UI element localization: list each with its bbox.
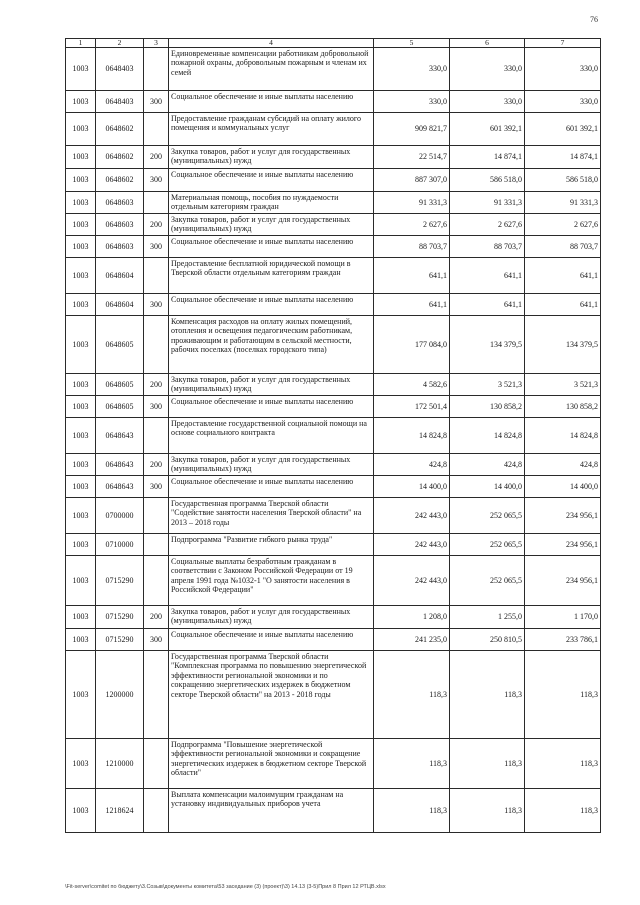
description-cell: Предоставление бесплатной юридической помощи в Тверской области отдельным категориям граждан xyxy=(169,258,374,294)
amount-col6-cell: 601 392,1 xyxy=(450,113,525,146)
amount-col6-cell: 252 065,5 xyxy=(450,534,525,556)
amount-col6-cell: 424,8 xyxy=(450,454,525,476)
table-row xyxy=(66,789,601,833)
expense-type-cell xyxy=(144,113,169,146)
section-code-cell: 1003 xyxy=(66,236,96,258)
amount-col7-cell: 14 874,1 xyxy=(525,146,601,169)
expense-type-cell xyxy=(144,258,169,294)
amount-col6-cell: 88 703,7 xyxy=(450,236,525,258)
amount-col6-cell: 586 518,0 xyxy=(450,169,525,192)
amount-col7-cell: 118,3 xyxy=(525,789,601,833)
amount-col6-cell: 252 065,5 xyxy=(450,556,525,606)
target-article-cell: 1210000 xyxy=(96,739,144,789)
description-cell: Компенсация расходов на оплату жилых помещений, отопления и освещения педагогическим работникам, проживающим и работающим в сельской местности, рабочих поселках (поселках городского типа) xyxy=(169,316,374,374)
target-article-cell: 0648604 xyxy=(96,294,144,316)
expense-type-cell: 200 xyxy=(144,606,169,629)
expense-type-cell xyxy=(144,498,169,534)
description-cell: Подпрограмма "Развитие гибкого рынка труда" xyxy=(169,534,374,556)
amount-col7-cell: 424,8 xyxy=(525,454,601,476)
table-row xyxy=(66,146,601,169)
description-cell: Закупка товаров, работ и услуг для государственных (муниципальных) нужд xyxy=(169,214,374,236)
amount-col5-cell: 177 084,0 xyxy=(374,316,450,374)
target-article-cell: 0648602 xyxy=(96,146,144,169)
amount-col5-cell: 887 307,0 xyxy=(374,169,450,192)
table-row xyxy=(66,214,601,236)
amount-col7-cell: 601 392,1 xyxy=(525,113,601,146)
amount-col6-cell: 641,1 xyxy=(450,258,525,294)
amount-col7-cell: 118,3 xyxy=(525,651,601,739)
description-cell: Закупка товаров, работ и услуг для государственных (муниципальных) нужд xyxy=(169,606,374,629)
table-row xyxy=(66,374,601,396)
amount-col6-cell: 118,3 xyxy=(450,651,525,739)
target-article-cell: 0648603 xyxy=(96,192,144,214)
target-article-cell: 1200000 xyxy=(96,651,144,739)
target-article-cell: 0710000 xyxy=(96,534,144,556)
expense-type-cell: 200 xyxy=(144,214,169,236)
header-cell: 7 xyxy=(525,39,601,48)
expense-type-cell xyxy=(144,556,169,606)
section-code-cell: 1003 xyxy=(66,294,96,316)
target-article-cell: 1218624 xyxy=(96,789,144,833)
expense-type-cell: 300 xyxy=(144,169,169,192)
section-code-cell: 1003 xyxy=(66,91,96,113)
expense-type-cell: 300 xyxy=(144,629,169,651)
amount-col5-cell: 242 443,0 xyxy=(374,498,450,534)
table-row xyxy=(66,606,601,629)
description-cell: Социальное обеспечение и иные выплаты населению xyxy=(169,169,374,192)
amount-col6-cell: 134 379,5 xyxy=(450,316,525,374)
section-code-cell: 1003 xyxy=(66,534,96,556)
section-code-cell: 1003 xyxy=(66,396,96,418)
file-path-footer: \Fit-server\comitet по бюджету\3.Созыв\документы комитета\53 заседание (3) (проект)\3) 14.13 (3-5)Прил 8 Прил 12 РТЦВ.xlsx xyxy=(65,884,386,890)
section-code-cell: 1003 xyxy=(66,374,96,396)
section-code-cell: 1003 xyxy=(66,476,96,498)
description-cell: Социальное обеспечение и иные выплаты населению xyxy=(169,476,374,498)
table-row xyxy=(66,629,601,651)
amount-col7-cell: 330,0 xyxy=(525,48,601,91)
expense-type-cell: 200 xyxy=(144,454,169,476)
section-code-cell: 1003 xyxy=(66,316,96,374)
target-article-cell: 0648605 xyxy=(96,316,144,374)
amount-col5-cell: 118,3 xyxy=(374,651,450,739)
header-cell: 5 xyxy=(374,39,450,48)
amount-col5-cell: 641,1 xyxy=(374,258,450,294)
amount-col7-cell: 641,1 xyxy=(525,258,601,294)
budget-table xyxy=(65,38,601,833)
amount-col5-cell: 909 821,7 xyxy=(374,113,450,146)
amount-col6-cell: 14 874,1 xyxy=(450,146,525,169)
section-code-cell: 1003 xyxy=(66,606,96,629)
section-code-cell: 1003 xyxy=(66,789,96,833)
expense-type-cell: 200 xyxy=(144,374,169,396)
table-row xyxy=(66,316,601,374)
expense-type-cell xyxy=(144,739,169,789)
target-article-cell: 0648643 xyxy=(96,476,144,498)
section-code-cell: 1003 xyxy=(66,113,96,146)
amount-col7-cell: 586 518,0 xyxy=(525,169,601,192)
table-row xyxy=(66,651,601,739)
section-code-cell: 1003 xyxy=(66,418,96,454)
amount-col5-cell: 91 331,3 xyxy=(374,192,450,214)
section-code-cell: 1003 xyxy=(66,258,96,294)
expense-type-cell xyxy=(144,48,169,91)
amount-col5-cell: 242 443,0 xyxy=(374,534,450,556)
amount-col6-cell: 14 824,8 xyxy=(450,418,525,454)
section-code-cell: 1003 xyxy=(66,214,96,236)
amount-col6-cell: 330,0 xyxy=(450,91,525,113)
page-number: 76 xyxy=(590,15,598,24)
description-cell: Подпрограмма "Повышение энергетической эффективности региональной экономики и сокращение энергетических издержек в бюджетном секторе Тверской области" xyxy=(169,739,374,789)
amount-col7-cell: 234 956,1 xyxy=(525,534,601,556)
amount-col5-cell: 330,0 xyxy=(374,91,450,113)
amount-col5-cell: 242 443,0 xyxy=(374,556,450,606)
amount-col6-cell: 1 255,0 xyxy=(450,606,525,629)
amount-col5-cell: 118,3 xyxy=(374,789,450,833)
section-code-cell: 1003 xyxy=(66,169,96,192)
amount-col5-cell: 641,1 xyxy=(374,294,450,316)
amount-col7-cell: 641,1 xyxy=(525,294,601,316)
table-row xyxy=(66,113,601,146)
amount-col7-cell: 234 956,1 xyxy=(525,556,601,606)
table-row xyxy=(66,396,601,418)
target-article-cell: 0648602 xyxy=(96,113,144,146)
description-cell: Социальные выплаты безработным гражданам в соответствии с Законом Российской Федерации от 19 апреля 1991 года №1032-1 "О занятости населения в Российской Федерации" xyxy=(169,556,374,606)
section-code-cell: 1003 xyxy=(66,48,96,91)
section-code-cell: 1003 xyxy=(66,454,96,476)
target-article-cell: 0648403 xyxy=(96,91,144,113)
table-row xyxy=(66,169,601,192)
amount-col6-cell: 250 810,5 xyxy=(450,629,525,651)
amount-col6-cell: 641,1 xyxy=(450,294,525,316)
target-article-cell: 0715290 xyxy=(96,629,144,651)
description-cell: Социальное обеспечение и иные выплаты населению xyxy=(169,629,374,651)
amount-col7-cell: 3 521,3 xyxy=(525,374,601,396)
expense-type-cell xyxy=(144,316,169,374)
table-row xyxy=(66,294,601,316)
target-article-cell: 0648604 xyxy=(96,258,144,294)
expense-type-cell: 200 xyxy=(144,146,169,169)
amount-col6-cell: 91 331,3 xyxy=(450,192,525,214)
amount-col7-cell: 330,0 xyxy=(525,91,601,113)
table-row xyxy=(66,192,601,214)
header-row xyxy=(66,39,601,48)
amount-col6-cell: 118,3 xyxy=(450,739,525,789)
description-cell: Материальная помощь, пособия по нуждаемости отдельным категориям граждан xyxy=(169,192,374,214)
description-cell: Закупка товаров, работ и услуг для государственных (муниципальных) нужд xyxy=(169,374,374,396)
amount-col5-cell: 2 627,6 xyxy=(374,214,450,236)
table-row xyxy=(66,739,601,789)
expense-type-cell: 300 xyxy=(144,294,169,316)
amount-col7-cell: 2 627,6 xyxy=(525,214,601,236)
section-code-cell: 1003 xyxy=(66,651,96,739)
target-article-cell: 0648643 xyxy=(96,418,144,454)
table-row xyxy=(66,48,601,91)
amount-col7-cell: 91 331,3 xyxy=(525,192,601,214)
expense-type-cell xyxy=(144,192,169,214)
amount-col6-cell: 130 858,2 xyxy=(450,396,525,418)
expense-type-cell xyxy=(144,418,169,454)
table-row xyxy=(66,418,601,454)
description-cell: Закупка товаров, работ и услуг для государственных (муниципальных) нужд xyxy=(169,454,374,476)
amount-col7-cell: 14 400,0 xyxy=(525,476,601,498)
amount-col5-cell: 424,8 xyxy=(374,454,450,476)
expense-type-cell xyxy=(144,651,169,739)
section-code-cell: 1003 xyxy=(66,556,96,606)
table-row xyxy=(66,258,601,294)
description-cell: Социальное обеспечение и иные выплаты населению xyxy=(169,236,374,258)
amount-col7-cell: 14 824,8 xyxy=(525,418,601,454)
amount-col5-cell: 241 235,0 xyxy=(374,629,450,651)
section-code-cell: 1003 xyxy=(66,146,96,169)
table-row xyxy=(66,534,601,556)
amount-col6-cell: 14 400,0 xyxy=(450,476,525,498)
section-code-cell: 1003 xyxy=(66,498,96,534)
amount-col7-cell: 130 858,2 xyxy=(525,396,601,418)
amount-col6-cell: 330,0 xyxy=(450,48,525,91)
amount-col6-cell: 3 521,3 xyxy=(450,374,525,396)
expense-type-cell: 300 xyxy=(144,476,169,498)
expense-type-cell: 300 xyxy=(144,91,169,113)
header-cell: 3 xyxy=(144,39,169,48)
amount-col6-cell: 252 065,5 xyxy=(450,498,525,534)
target-article-cell: 0648602 xyxy=(96,169,144,192)
amount-col7-cell: 1 170,0 xyxy=(525,606,601,629)
expense-type-cell xyxy=(144,789,169,833)
table-row xyxy=(66,454,601,476)
target-article-cell: 0715290 xyxy=(96,606,144,629)
header-cell: 2 xyxy=(96,39,144,48)
expense-type-cell: 300 xyxy=(144,396,169,418)
expense-type-cell xyxy=(144,534,169,556)
amount-col5-cell: 14 400,0 xyxy=(374,476,450,498)
section-code-cell: 1003 xyxy=(66,192,96,214)
table-row xyxy=(66,556,601,606)
amount-col5-cell: 14 824,8 xyxy=(374,418,450,454)
header-cell: 4 xyxy=(169,39,374,48)
amount-col5-cell: 118,3 xyxy=(374,739,450,789)
amount-col6-cell: 118,3 xyxy=(450,789,525,833)
target-article-cell: 0648605 xyxy=(96,374,144,396)
amount-col7-cell: 118,3 xyxy=(525,739,601,789)
target-article-cell: 0648603 xyxy=(96,214,144,236)
header-cell: 6 xyxy=(450,39,525,48)
description-cell: Государственная программа Тверской области "Комплексная программа по повышению энергетической эффективности региональной экономики и по сокращению энергетических издержек в бюджетном секторе Тверской области" на 2013 - 2018 годы xyxy=(169,651,374,739)
target-article-cell: 0648603 xyxy=(96,236,144,258)
amount-col5-cell: 172 501,4 xyxy=(374,396,450,418)
description-cell: Предоставление государственной социальной помощи на основе социального контракта xyxy=(169,418,374,454)
amount-col5-cell: 1 208,0 xyxy=(374,606,450,629)
amount-col5-cell: 22 514,7 xyxy=(374,146,450,169)
amount-col5-cell: 330,0 xyxy=(374,48,450,91)
table-row xyxy=(66,236,601,258)
description-cell: Социальное обеспечение и иные выплаты населению xyxy=(169,294,374,316)
description-cell: Единовременные компенсации работникам добровольной пожарной охраны, добровольным пожарным и членам их семей xyxy=(169,48,374,91)
amount-col5-cell: 88 703,7 xyxy=(374,236,450,258)
target-article-cell: 0648403 xyxy=(96,48,144,91)
target-article-cell: 0648605 xyxy=(96,396,144,418)
section-code-cell: 1003 xyxy=(66,739,96,789)
target-article-cell: 0700000 xyxy=(96,498,144,534)
table-row xyxy=(66,476,601,498)
amount-col7-cell: 88 703,7 xyxy=(525,236,601,258)
description-cell: Предоставление гражданам субсидий на оплату жилого помещения и коммунальных услуг xyxy=(169,113,374,146)
amount-col7-cell: 234 956,1 xyxy=(525,498,601,534)
section-code-cell: 1003 xyxy=(66,629,96,651)
header-cell: 1 xyxy=(66,39,96,48)
description-cell: Государственная программа Тверской области "Содействие занятости населения Тверской области" на 2013 – 2018 годы xyxy=(169,498,374,534)
amount-col7-cell: 233 786,1 xyxy=(525,629,601,651)
amount-col5-cell: 4 582,6 xyxy=(374,374,450,396)
table-row xyxy=(66,91,601,113)
amount-col7-cell: 134 379,5 xyxy=(525,316,601,374)
target-article-cell: 0648643 xyxy=(96,454,144,476)
description-cell: Социальное обеспечение и иные выплаты населению xyxy=(169,396,374,418)
description-cell: Социальное обеспечение и иные выплаты населению xyxy=(169,91,374,113)
table-row xyxy=(66,498,601,534)
description-cell: Выплата компенсации малоимущим гражданам на установку индивидуальных приборов учета xyxy=(169,789,374,833)
description-cell: Закупка товаров, работ и услуг для государственных (муниципальных) нужд xyxy=(169,146,374,169)
expense-type-cell: 300 xyxy=(144,236,169,258)
target-article-cell: 0715290 xyxy=(96,556,144,606)
amount-col6-cell: 2 627,6 xyxy=(450,214,525,236)
